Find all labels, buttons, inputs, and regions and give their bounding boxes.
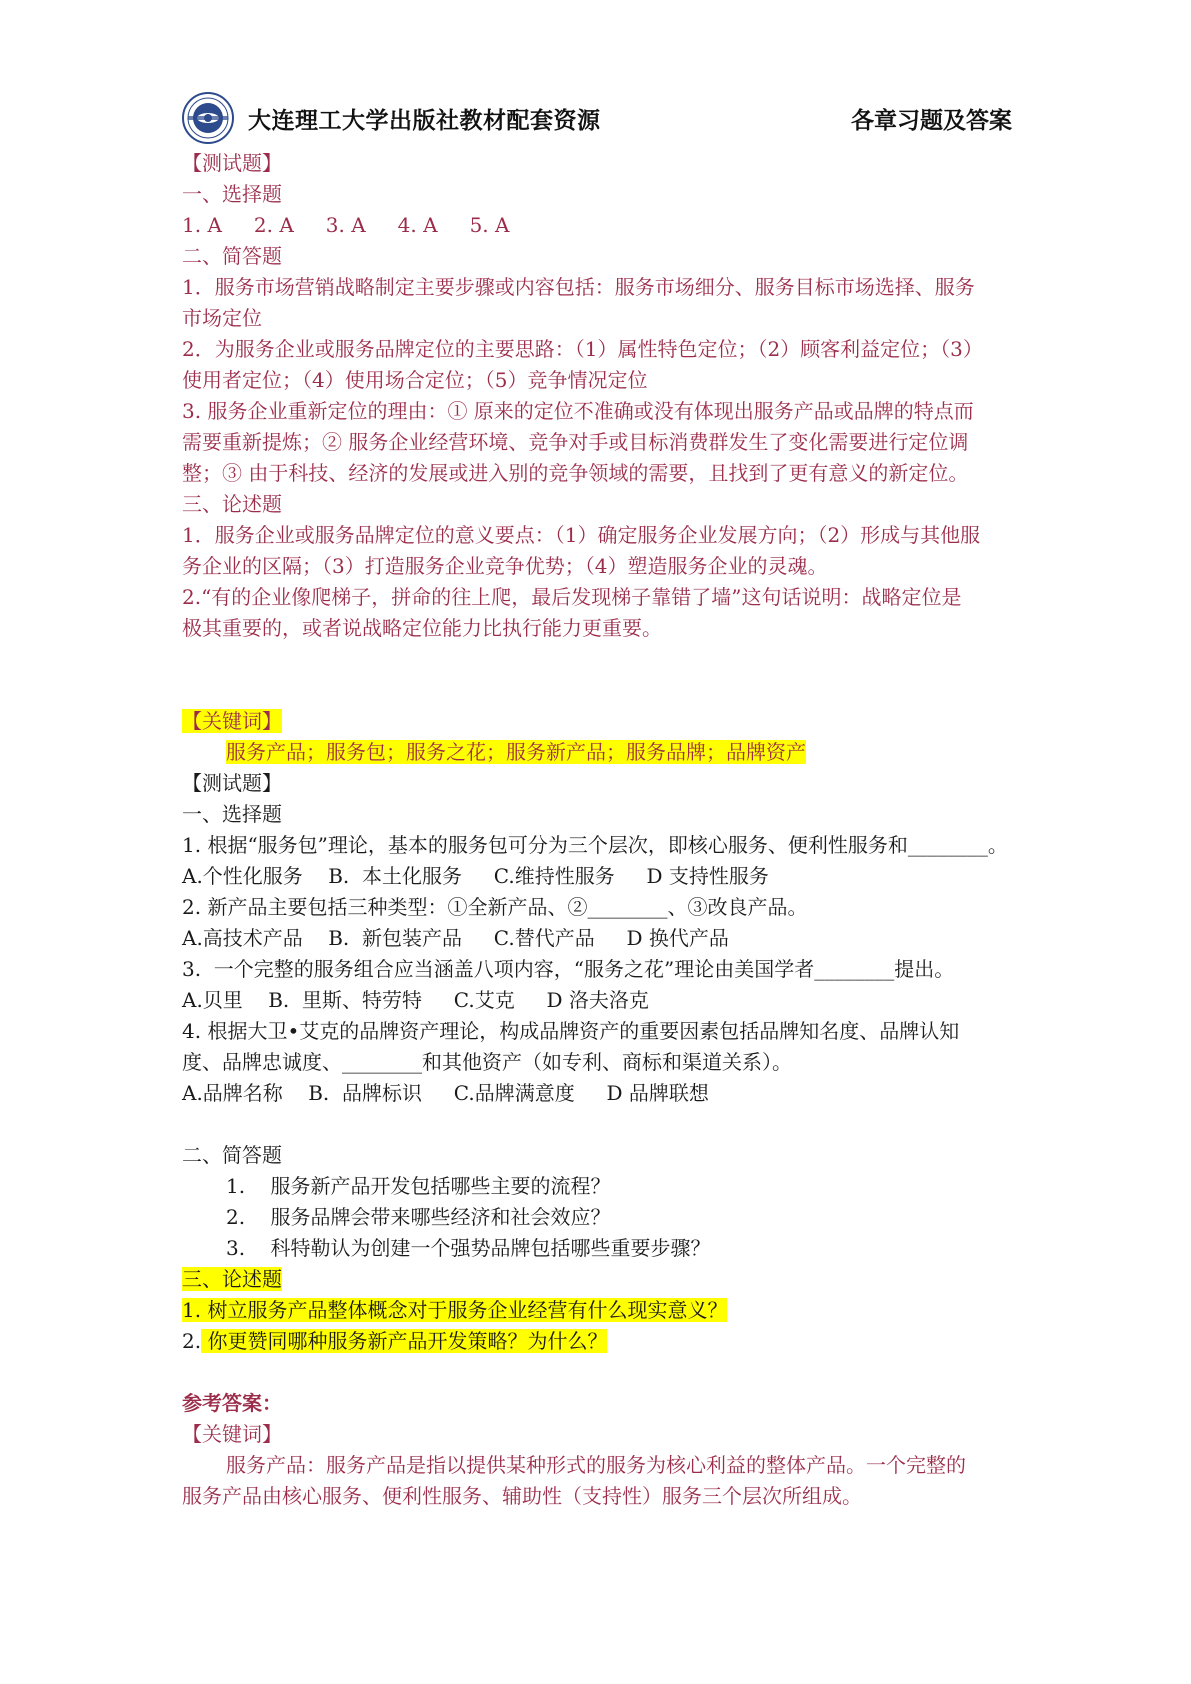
section-choice-prev: 一、选择题 [182,182,282,206]
spacer [182,644,1022,706]
reference-keywords-heading: 【关键词】 [182,1422,282,1446]
answer-line: 务企业的区隔；（3）打造服务企业竞争优势；（4）塑造服务企业的灵魂。 [182,554,828,578]
spacer [182,1109,1022,1140]
section-choice: 一、选择题 [182,802,282,826]
spacer [182,1357,1022,1388]
question-4: 4. 根据大卫•艾克的品牌资产理论，构成品牌资产的重要因素包括品牌知名度、品牌认知 [182,1019,960,1043]
short-question: 2. 服务品牌会带来哪些经济和社会效应？ [226,1205,611,1229]
choice-answer: 4. A [397,213,438,237]
question-4-options: A.品牌名称 B. 品牌标识 C.品牌满意度 D 品牌联想 [182,1081,709,1105]
essay-question-2-number: 2. [182,1329,202,1353]
question-1: 1. 根据“服务包”理论，基本的服务包可分为三个层次，即核心服务、便利性服务和________。 [182,833,1008,857]
essay-question-2 [182,1326,1022,1357]
answer-line: 极其重要的，或者说战略定位能力比执行能力更重要。 [182,616,662,640]
answer-line: 2.“有的企业像爬梯子，拼命的往上爬，最后发现梯子靠错了墙”这句话说明：战略定位是 [182,585,962,609]
question-3: 3. 一个完整的服务组合应当涵盖八项内容，“服务之花”理论由美国学者________提出。 [182,957,955,981]
short-question: 3. 科特勒认为创建一个强势品牌包括哪些重要步骤？ [226,1236,711,1260]
keywords-items: 服务产品；服务包；服务之花；服务新产品；服务品牌；品牌资产 [226,740,806,764]
essay-question-1 [182,1295,1022,1326]
answer-line: 1．服务企业或服务品牌定位的意义要点：（1）确定服务企业发展方向；（2）形成与其他服 [182,523,981,547]
keywords-list [182,737,1022,768]
page-header [182,90,1012,148]
answer-line: 2．为服务企业或服务品牌定位的主要思路：（1）属性特色定位；（2）顾客利益定位；（3） [182,337,983,361]
choice-answer: 5. A [469,213,510,237]
section-essay-prev: 三、论述题 [182,492,282,516]
choice-answer: 2. A [253,213,294,237]
publisher-title: 大连理工大学出版社教材配套资源 [248,108,601,134]
short-question: 1. 服务新产品开发包括哪些主要的流程？ [226,1174,611,1198]
question-2-options: A.高技术产品 B. 新包装产品 C.替代产品 D 换代产品 [182,926,729,950]
section-short: 二、简答题 [182,1143,282,1167]
answer-line: 需要重新提炼；② 服务企业经营环境、竞争对手或目标消费群发生了变化需要进行定位调 [182,430,969,454]
test-heading: 【测试题】 [182,771,282,795]
test-heading-prev: 【测试题】 [182,151,282,175]
keywords-heading-text: 【关键词】 [182,709,282,733]
document-body [182,148,1022,1512]
answer-line: 使用者定位；（4）使用场合定位；（5）竞争情况定位 [182,368,648,392]
question-3-options: A.贝里 B. 里斯、特劳特 C.艾克 D 洛夫洛克 [182,988,649,1012]
reference-answer-heading: 参考答案： [182,1391,282,1415]
choice-answers [182,210,1022,241]
section-essay-text: 三、论述题 [182,1267,282,1291]
reference-paragraph-cont: 服务产品由核心服务、便利性服务、辅助性（支持性）服务三个层次所组成。 [182,1484,862,1508]
question-1-options: A.个性化服务 B. 本土化服务 C.维持性服务 D 支持性服务 [182,864,769,888]
section-short-prev: 二、简答题 [182,244,282,268]
question-4-cont: 度、品牌忠诚度、________和其他资产（如专利、商标和渠道关系）。 [182,1050,792,1074]
answer-line: 1．服务市场营销战略制定主要步骤或内容包括：服务市场细分、服务目标市场选择、服务 [182,275,975,299]
keywords-heading [182,706,1022,737]
answer-line: 3. 服务企业重新定位的理由：① 原来的定位不准确或没有体现出服务产品或品牌的特点而 [182,399,974,423]
chapter-title: 各章习题及答案 [851,108,1012,134]
essay-question-1-text: 1. 树立服务产品整体概念对于服务企业经营有什么现实意义？ [182,1298,728,1322]
question-2: 2. 新产品主要包括三种类型：①全新产品、②________、③改良产品。 [182,895,808,919]
choice-answer: 1. A [182,213,222,237]
essay-question-2-text: 你更赞同哪种服务新产品开发策略？为什么？ [201,1329,608,1353]
section-essay [182,1264,1022,1295]
reference-paragraph: 服务产品：服务产品是指以提供某种形式的服务为核心利益的整体产品。一个完整的 [226,1453,966,1477]
university-logo-icon [182,92,234,144]
choice-answer: 3. A [325,213,366,237]
answer-line: 整；③ 由于科技、经济的发展或进入别的竞争领域的需要，且找到了更有意义的新定位。 [182,461,969,485]
answer-line: 市场定位 [182,306,262,330]
